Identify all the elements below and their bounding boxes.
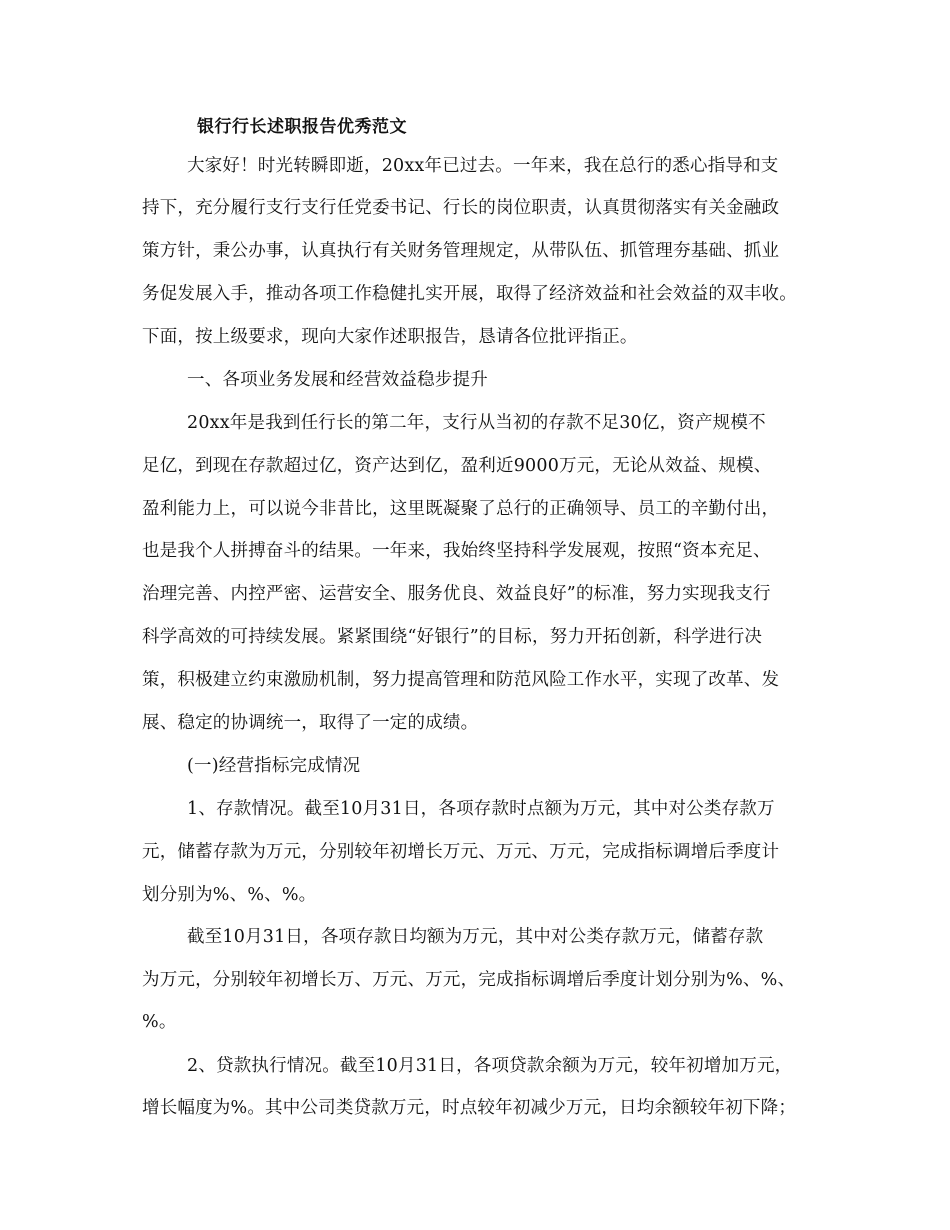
subsection-heading: (一)经营指标完成情况 xyxy=(187,756,361,776)
paragraph-line: 持下，充分履行支行支行任党委书记、行长的岗位职责，认真贯彻落实有关金融政 xyxy=(142,198,780,218)
paragraph-line: 1、存款情况。截至10月31日，各项存款时点额为万元，其中对公类存款万 xyxy=(187,799,775,819)
paragraph-line: 也是我个人拼搏奋斗的结果。一年来，我始终坚持科学发展观，按照“资本充足、 xyxy=(142,541,771,561)
paragraph-line: %。 xyxy=(142,1012,177,1032)
paragraph-line: 增长幅度为%。其中公司类贷款万元，时点较年初减少万元，日均余额较年初下降； xyxy=(142,1098,797,1118)
paragraph-line: 2、贷款执行情况。截至10月31日，各项贷款余额为万元，较年初增加万元， xyxy=(187,1056,793,1076)
paragraph-line: 为万元，分别较年初增长万、万元、万元，完成指标调增后季度计划分别为%、%、 xyxy=(142,970,796,990)
paragraph-line: 治理完善、内控严密、运营安全、服务优良、效益良好”的标准，努力实现我支行 xyxy=(142,584,771,604)
paragraph-line: 科学高效的可持续发展。紧紧围绕“好银行”的目标，努力开拓创新，科学进行决 xyxy=(142,627,763,647)
paragraph-line: 截至10月31日，各项存款日均额为万元，其中对公类存款万元，储蓄存款 xyxy=(187,927,764,947)
paragraph-line: 大家好！时光转瞬即逝，20xx年已过去。一年来，我在总行的悉心指导和支 xyxy=(187,156,779,176)
paragraph-line: 下面，按上级要求，现向大家作述职报告，恳请各位批评指正。 xyxy=(142,327,638,347)
paragraph-line: 展、稳定的协调统一，取得了一定的成绩。 xyxy=(142,713,479,733)
paragraph-line: 盈利能力上，可以说今非昔比，这里既凝聚了总行的正确领导、员工的辛勤付出， xyxy=(142,499,780,519)
paragraph-line: 划分别为%、%、%。 xyxy=(142,885,317,905)
paragraph-line: 策方针，秉公办事，认真执行有关财务管理规定，从带队伍、抓管理夯基础、抓业 xyxy=(142,241,780,261)
paragraph-line: 策，积极建立约束激励机制，努力提高管理和防范风险工作水平，实现了改革、发 xyxy=(142,670,780,690)
paragraph-line: 务促发展入手，推动各项工作稳健扎实开展，取得了经济效益和社会效益的双丰收。 xyxy=(142,284,797,304)
paragraph-line: 20xx年是我到任行长的第二年，支行从当初的存款不足30亿，资产规模不 xyxy=(187,413,766,433)
section-heading: 一、各项业务发展和经营效益稳步提升 xyxy=(187,370,488,390)
paragraph-line: 元，储蓄存款为万元，分别较年初增长万元、万元、万元，完成指标调增后季度计 xyxy=(142,842,780,862)
paragraph-line: 足亿，到现在存款超过亿，资产达到亿，盈利近9000万元，无论从效益、规模、 xyxy=(142,456,772,476)
document-title: 银行行长述职报告优秀范文 xyxy=(197,117,407,137)
